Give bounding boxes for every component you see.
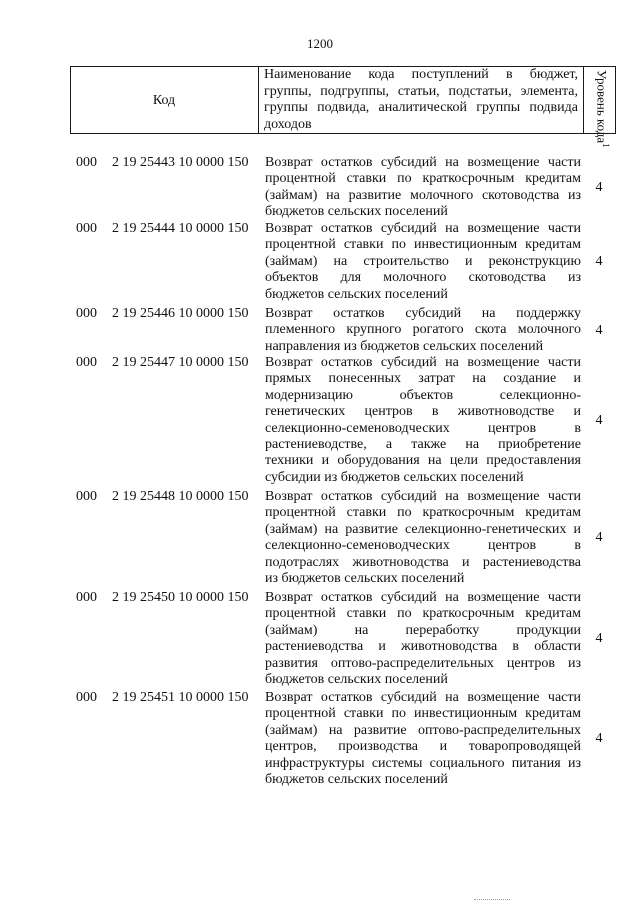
header-name-line: Наименование кода поступлений в бюджет, (264, 67, 578, 82)
revenue-name-line: Возврат остатков субсидий на возмещение части (265, 590, 581, 605)
revenue-name (265, 306, 581, 355)
admin-code: 000 (76, 590, 97, 605)
header-divider (258, 66, 259, 134)
revenue-name-line: растениеводстве, а также на приобретение (265, 437, 581, 453)
code-level: 4 (595, 254, 603, 269)
admin-code: 000 (76, 221, 97, 236)
code-level: 4 (595, 322, 603, 338)
header-level-label (594, 70, 613, 148)
admin-code: 000 (76, 155, 97, 170)
code-level: 4 (595, 530, 603, 546)
admin-code: 000 (76, 355, 97, 370)
header-name-label (264, 67, 578, 133)
header-divider (583, 66, 584, 134)
revenue-name-line: модернизацию объектов селекционно- (265, 387, 581, 403)
header-code-label: Код (152, 93, 176, 108)
revenue-code: 2 19 25447 10 0000 150 (112, 355, 249, 370)
revenue-name-line: центров, производства и товаропроводящей (265, 739, 581, 755)
revenue-code: 2 19 25448 10 0000 150 (112, 489, 249, 504)
code-level: 4 (595, 731, 603, 747)
revenue-name-line: процентной ставки по инвестиционным кредитам (265, 706, 581, 722)
revenue-name-line: селекционно-семеноводческих центров в (265, 420, 581, 436)
revenue-name-line: племенного крупного рогатого скота молочного (265, 322, 581, 338)
revenue-name-line: (займам) на развитие оптово-распределительных (265, 722, 581, 738)
revenue-name-line: (займам) на развитие селекционно-генетических и (265, 521, 581, 537)
code-level: 4 (595, 412, 603, 428)
revenue-name (265, 489, 581, 587)
header-name-line: группы, подгруппы, статьи, подстатьи, элемента, (264, 83, 578, 99)
revenue-name (265, 155, 581, 221)
revenue-name-line: (займам) на переработку продукции (265, 622, 581, 638)
revenue-name-line: техники и оборудования на цели предоставления (265, 453, 581, 469)
revenue-name-line: инфраструктуры системы социального питания из (265, 755, 581, 771)
revenue-name-line: объектов для молочного скотоводства из (265, 270, 581, 286)
revenue-name-line: процентной ставки по краткосрочным кредитам (265, 171, 581, 187)
page-number: 1200 (307, 36, 333, 51)
revenue-name-line: бюджетов сельских поселений (265, 286, 448, 302)
revenue-name-line: Возврат остатков субсидий на возмещение части (265, 489, 581, 504)
revenue-name-line: подотраслях животноводства и растениеводства (265, 554, 581, 570)
revenue-name-line: Возврат остатков субсидий на возмещение части (265, 690, 581, 705)
revenue-name (265, 690, 581, 788)
admin-code: 000 (76, 489, 97, 504)
header-level-cell (585, 68, 615, 148)
revenue-name-line: прямых понесенных затрат на создание и (265, 371, 581, 387)
revenue-code: 2 19 25446 10 0000 150 (112, 306, 249, 321)
revenue-code: 2 19 25443 10 0000 150 (112, 155, 249, 170)
revenue-name-line: бюджетов сельских поселений (265, 672, 448, 688)
revenue-name-line: бюджетов сельских поселений (265, 772, 448, 788)
revenue-code: 2 19 25444 10 0000 150 (112, 221, 249, 236)
revenue-name-line: растениеводства и животноводства в области (265, 639, 581, 655)
admin-code: 000 (76, 306, 97, 321)
revenue-code: 2 19 25451 10 0000 150 (112, 690, 249, 705)
code-level: 4 (595, 179, 603, 195)
revenue-name-line: направления из бюджетов сельских поселений (265, 338, 544, 354)
revenue-name-line: Возврат остатков субсидий на возмещение части (265, 355, 581, 370)
revenue-name-line: процентной ставки по инвестиционным кредитам (265, 237, 581, 253)
header-name-line: доходов (264, 116, 312, 132)
revenue-name-line: бюджетов сельских поселений (265, 204, 448, 220)
revenue-name-line: Возврат остатков субсидий на возмещение части (265, 221, 581, 236)
revenue-code: 2 19 25450 10 0000 150 (112, 590, 249, 605)
revenue-name (265, 355, 581, 486)
revenue-name-line: Возврат остатков субсидий на возмещение части (265, 155, 581, 170)
revenue-name-line: Возврат остатков субсидий на поддержку (265, 306, 581, 321)
revenue-name-line: селекционно-семеноводческих центров в (265, 538, 581, 554)
admin-code: 000 (76, 690, 97, 705)
header-level-footnote: 1 (601, 143, 611, 148)
revenue-name-line: из бюджетов сельских поселений (265, 571, 465, 587)
revenue-name-line: (займам) на развитие молочного скотоводства из (265, 187, 581, 203)
revenue-name-line: процентной ставки по краткосрочным кредитам (265, 606, 581, 622)
code-level: 4 (595, 631, 603, 647)
revenue-name (265, 221, 581, 303)
header-level-text: Уровень кода (594, 70, 610, 144)
revenue-name-line: (займам) на строительство и реконструкцию (265, 253, 581, 269)
revenue-name (265, 590, 581, 688)
revenue-name-line: развития оптово-распределительных центров из (265, 655, 581, 671)
revenue-name-line: генетических центров в животноводстве и (265, 404, 581, 420)
header-name-line: группы подвида, аналитической группы подвида (264, 100, 578, 115)
revenue-name-line: процентной ставки по краткосрочным кредитам (265, 505, 581, 521)
revenue-name-line: субсидии из бюджетов сельских поселений (265, 469, 524, 485)
scan-mark (474, 899, 510, 902)
